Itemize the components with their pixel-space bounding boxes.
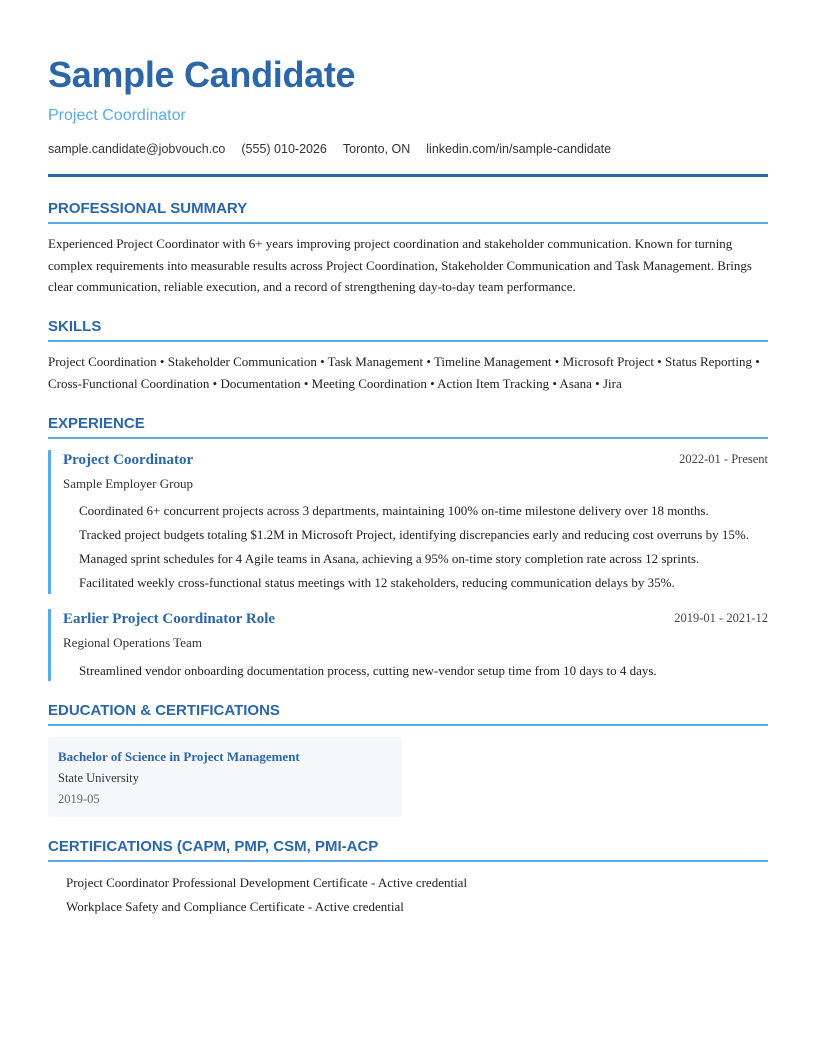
experience-divider — [48, 437, 768, 439]
contact-email: sample.candidate@jobvouch.co — [48, 142, 226, 156]
certifications-heading: CERTIFICATIONS (CAPM, PMP, CSM, PMI-ACP — [48, 838, 379, 855]
skills-text: Project Coordination • Stakeholder Communication • Task Management • Timeline Management • Microsoft Project • Status Reporting • Cross-Functional Coordination • Documentation • Meeting Coordination • Action Item Tracking • Asana • Jira — [48, 354, 760, 391]
education-heading: EDUCATION & CERTIFICATIONS — [48, 702, 280, 719]
job-title: Earlier Project Coordinator Role — [63, 611, 276, 627]
contact-location: Toronto, ON — [342, 142, 411, 156]
job-entry — [48, 609, 768, 681]
certification-item: Project Coordinator Professional Development Certificate - Active credential — [66, 875, 468, 890]
summary-divider — [48, 222, 768, 224]
skills-heading: SKILLS — [48, 318, 102, 335]
education-card — [48, 737, 402, 817]
job-dates: 2022-01 - Present — [679, 452, 768, 466]
experience-heading: EXPERIENCE — [48, 415, 145, 432]
job-bullet: Tracked project budgets totaling $1.2M in Microsoft Project, identifying discrepancies early and reducing cost overruns by 15%. — [79, 527, 749, 542]
summary-text: Experienced Project Coordinator with 6+ years improving project coordination and stakeholder communication. Known for turning complex requirements into measurable results across Project Coordination, Stakeholder Communication and Task Management. Brings clear communication, reliable execution, and a record of strengthening day-to-day team performance. — [48, 236, 752, 294]
skills-divider — [48, 340, 768, 342]
job-bullet: Coordinated 6+ concurrent projects across 3 departments, maintaining 100% on-time milestone delivery over 18 months. — [79, 503, 709, 518]
contact-phone: (555) 010-2026 — [241, 142, 327, 156]
candidate-role: Project Coordinator — [48, 107, 186, 124]
certification-item: Workplace Safety and Compliance Certificate - Active credential — [66, 899, 404, 914]
education-degree: Bachelor of Science in Project Management — [58, 749, 300, 764]
contact-line — [48, 142, 611, 156]
education-date: 2019-05 — [58, 792, 100, 806]
contact-linkedin: linkedin.com/in/sample-candidate — [426, 142, 612, 156]
job-bullet: Facilitated weekly cross-functional status meetings with 12 stakeholders, reducing communication delays by 35%. — [79, 575, 675, 590]
job-company: Regional Operations Team — [63, 635, 202, 650]
job-entry — [48, 450, 768, 594]
job-dates: 2019-01 - 2021-12 — [674, 611, 768, 625]
job-bullet: Managed sprint schedules for 4 Agile teams in Asana, achieving a 95% on-time story completion rate across 12 sprints. — [79, 551, 700, 566]
header-divider — [48, 174, 768, 177]
job-bullet: Streamlined vendor onboarding documentation process, cutting new-vendor setup time from 10 days to 4 days. — [79, 663, 657, 678]
certifications-divider — [48, 860, 768, 862]
job-company: Sample Employer Group — [63, 476, 193, 491]
candidate-name: Sample Candidate — [48, 54, 356, 95]
summary-heading: PROFESSIONAL SUMMARY — [48, 200, 248, 217]
job-title: Project Coordinator — [63, 452, 194, 468]
education-school: State University — [58, 771, 139, 785]
education-divider — [48, 724, 768, 726]
